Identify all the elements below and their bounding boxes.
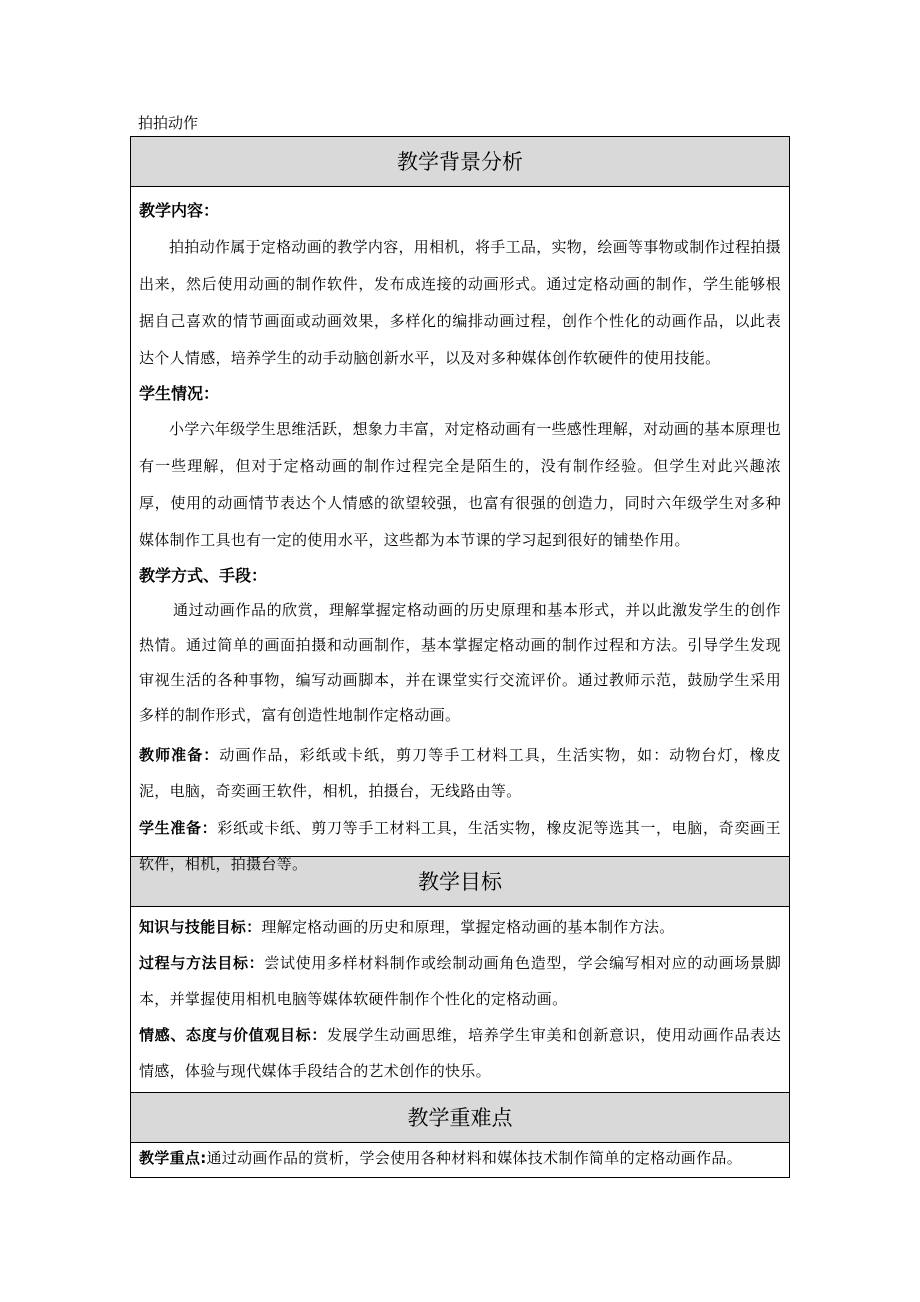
process-goal-label: 过程与方法目标： (139, 954, 265, 972)
section-body-background (131, 187, 789, 873)
teacher-prep-item (139, 737, 781, 809)
teacher-prep-text: 动画作品，彩纸或卡纸，剪刀等手工材料工具，生活实物，如：动物台灯，橡皮泥，电脑，奇奕画王软件，相机，拍摄台，无线路由等。 (139, 746, 781, 800)
method-label: 教学方式、手段： (139, 566, 268, 585)
teacher-prep-label: 教师准备： (139, 746, 220, 764)
focus-label: 教学重点: (139, 1149, 207, 1167)
content-text: 拍拍动作属于定格动画的教学内容，用相机，将手工品，实物，绘画等事物或制作过程拍摄出来，然后使用动画的制作软件，发布成连接的动画形式。通过定格动画的制作，学生能够根据自己喜欢的情节画面或动画效果，多样化的编排动画过程，创作个性化的动画作品，以此表达个人情感，培养学生的动手动脑创新水平，以及对多种媒体创作软硬件的使用技能。 (139, 238, 782, 367)
emotion-goal-text: 发展学生动画思维，培养学生审美和创新意识，使用动画作品表达情感，体验与现代媒体手段结合的艺术创作的快乐。 (139, 1026, 781, 1080)
student-situation-label: 学生情况： (139, 384, 220, 403)
focus-text: 通过动画作品的赏析，学会使用各种材料和媒体技术制作简单的定格动画作品。 (206, 1149, 743, 1167)
focus-item (139, 1143, 781, 1173)
method-text: 通过动画作品的欣赏，理解掌握定格动画的历史原理和基本形式，并以此激发学生的创作热情。通过简单的画面拍摄和动画制作，基本掌握定格动画的制作过程和方法。引导学生发现审视生活的各种事物，编写动画脚本，并在课堂实行交流评价。通过教师示范，鼓励学生采用多样的制作形式，富有创造性地制作定格动画。 (139, 601, 781, 724)
lesson-plan-table (130, 136, 790, 1178)
knowledge-goal-text: 理解定格动画的历史和原理，掌握定格动画的基本制作方法。 (261, 918, 675, 936)
emotion-goal-item (139, 1017, 781, 1089)
knowledge-goal-item (139, 909, 781, 945)
process-goal-text: 尝试使用多样材料制作或绘制动画角色造型，学会编写相对应的动画场景脚本，并掌握使用相机电脑等媒体软硬件制作个性化的定格动画。 (139, 954, 781, 1008)
section-heading-background (131, 137, 789, 187)
section-heading-text: 教学重难点 (407, 1106, 513, 1130)
section-body-goals (131, 907, 789, 1093)
student-situation-text: 小学六年级学生思维活跃，想象力丰富，对定格动画有一些感性理解，对动画的基本原理也有一些理解，但对于定格动画的制作过程完全是陌生的，没有制作经验。但学生对此兴趣浓厚，使用的动画情节表达个人情感的欲望较强，也富有很强的创造力，同时六年级学生对多种媒体制作工具也有一定的使用水平，这些都为本节课的学习起到很好的铺垫作用。 (139, 420, 782, 549)
content-label: 教学内容： (139, 201, 220, 220)
document-title: 拍拍动作 (138, 114, 199, 132)
section-heading-keypoints (131, 1093, 789, 1143)
student-prep-label: 学生准备： (139, 819, 218, 837)
process-goal-item (139, 945, 781, 1017)
section-body-keypoints (131, 1143, 789, 1177)
emotion-goal-label: 情感、态度与价值观目标： (139, 1026, 328, 1044)
section-heading-text: 教学背景分析 (397, 150, 523, 174)
student-prep-text: 彩纸或卡纸、剪刀等手工材料工具，生活实物，橡皮泥等选其一，电脑，奇奕画王软件，相机，拍摄台等。 (139, 819, 781, 873)
knowledge-goal-label: 知识与技能目标： (139, 918, 262, 936)
section-heading-text: 教学目标 (418, 870, 502, 894)
